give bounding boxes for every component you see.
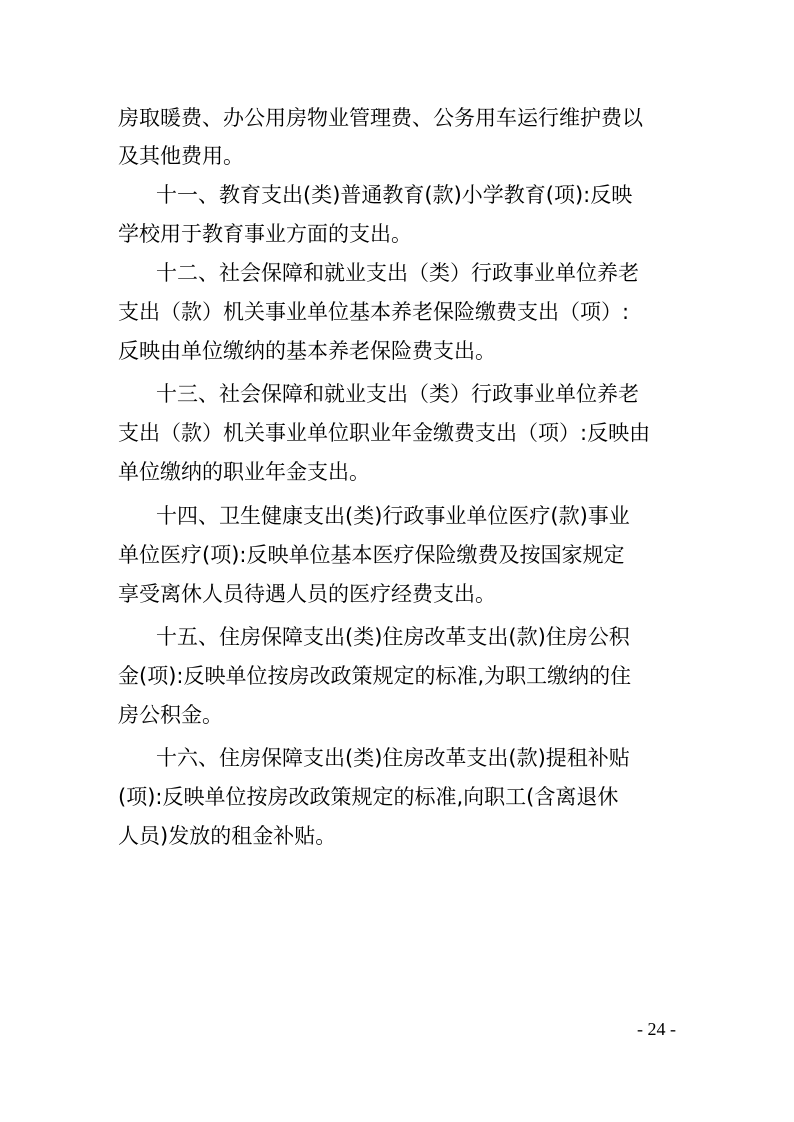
text-line: 反映由单位缴纳的基本养老保险费支出。	[118, 339, 496, 363]
text-line: 单位缴纳的职业年金支出。	[118, 460, 370, 484]
text-line: 房取暖费、办公用房物业管理费、公务用车运行维护费以	[118, 106, 643, 130]
text-line: 支出（款）机关事业单位基本养老保险缴费支出（项）:	[118, 300, 630, 324]
text-line: 十一、教育支出(类)普通教育(款)小学教育(项):反映	[156, 183, 633, 207]
text-line: 享受离休人员待遇人员的医疗经费支出。	[118, 582, 496, 606]
text-line: 人员)发放的租金补贴。	[118, 824, 337, 848]
text-line: 十三、社会保障和就业支出（类）行政事业单位养老	[156, 382, 639, 406]
text-line: 支出（款）机关事业单位职业年金缴费支出（项）:反映由	[118, 421, 651, 445]
text-line: 十二、社会保障和就业支出（类）行政事业单位养老	[156, 261, 639, 285]
text-line: 十五、住房保障支出(类)住房改革支出(款)住房公积	[156, 625, 630, 649]
text-line: 金(项):反映单位按房改政策规定的标准,为职工缴纳的住	[118, 664, 632, 688]
page-number: - 24 -	[637, 1019, 676, 1039]
text-line: 房公积金。	[118, 703, 223, 727]
text-line: 及其他费用。	[118, 144, 244, 168]
text-line: 学校用于教育事业方面的支出。	[118, 222, 412, 246]
text-line: (项):反映单位按房改政策规定的标准,向职工(含离退休	[118, 785, 619, 809]
text-line: 十六、住房保障支出(类)住房改革支出(款)提租补贴	[156, 746, 630, 770]
text-line: 十四、卫生健康支出(类)行政事业单位医疗(款)事业	[156, 504, 630, 528]
text-line: 单位医疗(项):反映单位基本医疗保险缴费及按国家规定	[118, 543, 625, 567]
